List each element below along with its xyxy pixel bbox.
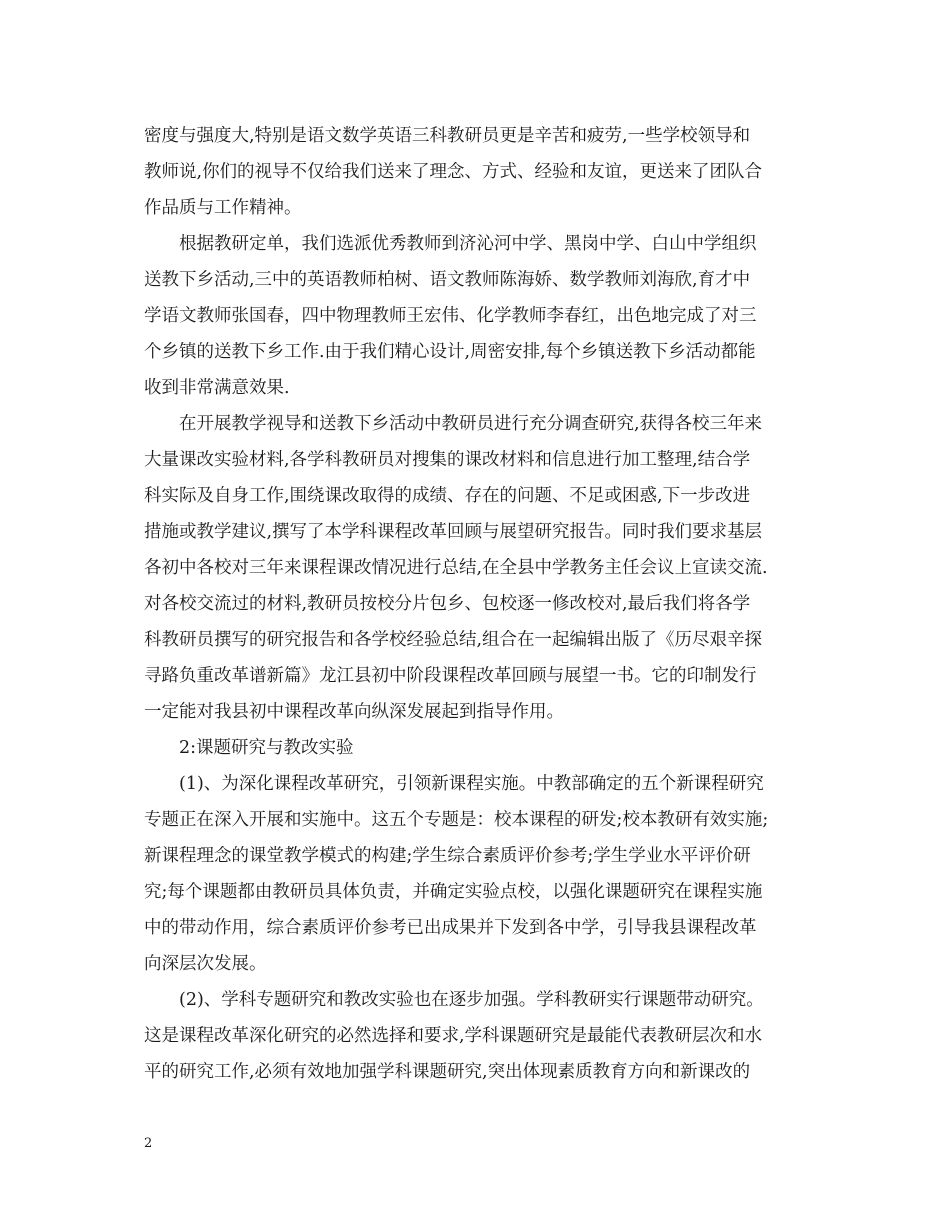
page-number: 2	[144, 1136, 153, 1151]
text-line: 中的带动作用，综合素质评价参考已出成果并下发到各中学，引导我县课程改革	[144, 918, 757, 938]
text-line: 收到非常满意效果.	[144, 378, 290, 398]
text-line: 对各校交流过的材料,教研员按校分片包乡、包校逐一修改校对,最后我们将各学	[144, 594, 751, 614]
text-line: 措施或教学建议,撰写了本学科课程改革回顾与展望研究报告。同时我们要求基层	[144, 522, 763, 542]
paragraph-start-line: (1)、为深化课程改革研究，引领新课程实施。中教部确定的五个新课程研究	[179, 774, 764, 794]
text-line: 作品质与工作精神。	[144, 198, 302, 218]
text-line: 个乡镇的送教下乡工作.由于我们精心设计,周密安排,每个乡镇送教下乡活动都能	[144, 342, 756, 362]
text-line: 送教下乡活动,三中的英语教师柏树、语文教师陈海娇、数学教师刘海欣,育才中	[144, 270, 751, 290]
text-line: 究;每个课题都由教研员具体负责，并确定实验点校，以强化课题研究在课程实施	[144, 882, 763, 902]
text-line: 新课程理念的课堂教学模式的构建;学生综合素质评价参考;学生学业水平评价研	[144, 846, 751, 866]
section-heading: 2:课题研究与教改实验	[179, 738, 354, 758]
text-line: 大量课改实验材料,各学科教研员对搜集的课改材料和信息进行加工整理,结合学	[144, 450, 751, 470]
text-line: 这是课程改革深化研究的必然选择和要求,学科课题研究是最能代表教研层次和水	[144, 1026, 763, 1046]
paragraph-start-line: 在开展教学视导和送教下乡活动中教研员进行充分调查研究,获得各校三年来	[179, 414, 763, 434]
text-line: 寻路负重改革谱新篇》龙江县初中阶段课程改革回顾与展望一书。它的印制发行	[144, 666, 757, 686]
body-text	[144, 118, 812, 1090]
text-line: 向深层次发展。	[144, 954, 267, 974]
text-line: 科教研员撰写的研究报告和各学校经验总结,组合在一起编辑出版了《历尽艰辛探	[144, 630, 763, 650]
text-line: 密度与强度大,特别是语文数学英语三科教研员更是辛苦和疲劳,一些学校领导和	[144, 126, 751, 146]
paragraph-start-line: 根据教研定单，我们选派优秀教师到济沁河中学、黑岗中学、白山中学组织	[179, 234, 757, 254]
text-line: 科实际及自身工作,围绕课改取得的成绩、存在的问题、不足或困惑,下一步改进	[144, 486, 751, 506]
text-line: 学语文教师张国春，四中物理教师王宏伟、化学教师李春红，出色地完成了对三	[144, 306, 757, 326]
text-line: 专题正在深入开展和实施中。这五个专题是：校本课程的研发;校本教研有效实施;	[144, 810, 769, 830]
text-line: 各初中各校对三年来课程课改情况进行总结,在全县中学教务主任会议上宣读交流.	[144, 558, 768, 578]
paragraph-start-line: (2)、学科专题研究和教改实验也在逐步加强。学科教研实行课题带动研究。	[179, 990, 764, 1010]
text-line: 一定能对我县初中课程改革向纵深发展起到指导作用。	[144, 702, 564, 722]
text-line: 平的研究工作,必须有效地加强学科课题研究,突出体现素质教育方向和新课改的	[144, 1062, 751, 1082]
text-line: 教师说,你们的视导不仅给我们送来了理念、方式、经验和友谊，更送来了团队合	[144, 162, 763, 182]
